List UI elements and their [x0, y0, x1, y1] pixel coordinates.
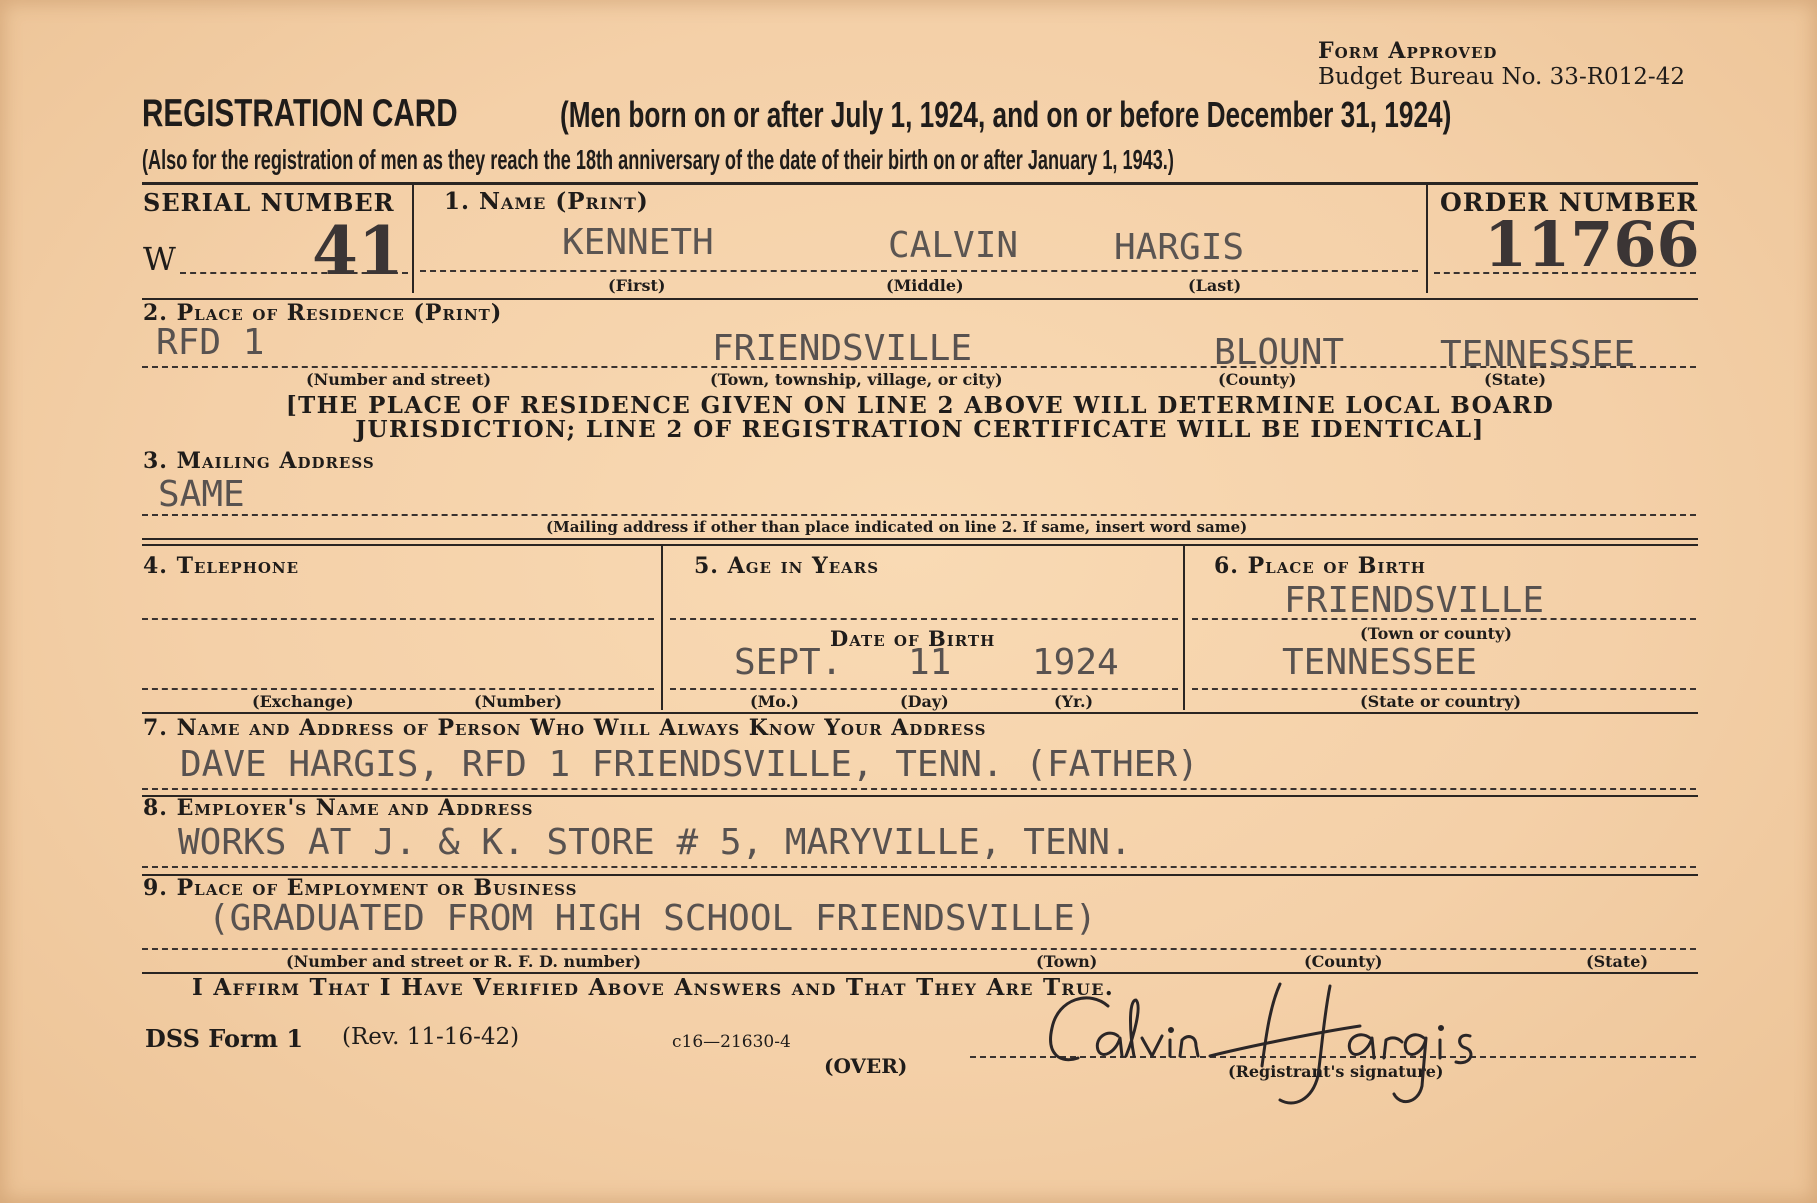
contact-value: DAVE HARGIS, RFD 1 FRIENDSVILLE, TENN. (FATHER)	[180, 744, 1199, 785]
birthplace-label: 6. Place of Birth	[1214, 553, 1426, 579]
top-rule	[142, 182, 1698, 185]
birthplace-town-line	[1192, 618, 1696, 620]
employer-line	[142, 866, 1696, 868]
form-revision: (Rev. 11-16-42)	[342, 1024, 520, 1050]
row3-rule-b	[142, 544, 1698, 546]
year-caption: (Yr.)	[1054, 692, 1094, 711]
employer-value: WORKS AT J. & K. STORE # 5, MARYVILLE, TENN.	[178, 822, 1132, 863]
residence-state: TENNESSEE	[1440, 334, 1636, 375]
residence-town: FRIENDSVILLE	[712, 328, 973, 369]
row6-rule	[142, 712, 1698, 714]
serial-number-label: SERIAL NUMBER	[143, 188, 395, 217]
middle-name: CALVIN	[888, 225, 1019, 266]
employer-label: 8. Employer's Name and Address	[143, 795, 534, 821]
middle-caption: (Middle)	[886, 276, 964, 295]
serial-number-value: 41	[312, 212, 404, 290]
residence-county: BLOUNT	[1214, 332, 1345, 373]
age-line	[670, 618, 1178, 620]
birth-day: 11	[908, 642, 952, 683]
last-name: HARGIS	[1114, 227, 1245, 268]
birthplace-state-line	[1192, 688, 1696, 690]
first-caption: (First)	[608, 276, 666, 295]
registrant-signature	[1030, 976, 1670, 1116]
name-label: 1. Name (Print)	[444, 188, 649, 215]
date-of-birth-label: Date of Birth	[830, 626, 996, 651]
employment-label: 9. Place of Employment or Business	[143, 875, 578, 901]
employment-county-caption: (County)	[1304, 952, 1383, 971]
order-number-value: 11766	[1484, 208, 1700, 281]
last-caption: (Last)	[1188, 276, 1242, 295]
residence-line	[142, 366, 1696, 368]
mailing-line	[142, 514, 1696, 516]
dss-form-id: DSS Form 1	[145, 1024, 304, 1053]
residence-street-caption: (Number and street)	[306, 370, 492, 389]
telephone-line-2	[142, 688, 654, 690]
residence-state-caption: (State)	[1484, 370, 1547, 389]
contact-line	[142, 788, 1696, 790]
day-caption: (Day)	[900, 692, 949, 711]
birthplace-town: FRIENDSVILLE	[1284, 580, 1545, 621]
birthplace-state: TENNESSEE	[1282, 642, 1478, 683]
residence-county-caption: (County)	[1218, 370, 1297, 389]
mailing-address-value: SAME	[158, 474, 245, 515]
contact-label: 7. Name and Address of Person Who Will Always Know Your Address	[143, 715, 987, 741]
card-title: REGISTRATION CARD	[142, 92, 458, 135]
employment-line	[142, 948, 1696, 950]
telephone-label: 4. Telephone	[143, 553, 300, 579]
card-subtitle: (Men born on or after July 1, 1924, and on or before December 31, 1924)	[560, 94, 1452, 135]
employment-street-caption: (Number and street or R. F. D. number)	[286, 952, 642, 971]
order-number-label: ORDER NUMBER	[1440, 188, 1699, 217]
form-approved-label: Form Approved	[1318, 38, 1498, 64]
telephone-line-1	[142, 618, 654, 620]
employment-state-caption: (State)	[1586, 952, 1649, 971]
mailing-address-label: 3. Mailing Address	[143, 448, 375, 474]
birthplace-divider	[1183, 546, 1185, 710]
birth-year: 1924	[1032, 642, 1119, 683]
mailing-caption: (Mailing address if other than place indicated on line 2. If same, insert word same)	[546, 518, 1248, 536]
age-divider	[661, 546, 663, 710]
affirmation-text: I Affirm That I Have Verified Above Answers and That They Are True.	[192, 974, 1115, 1001]
jurisdiction-note-line1: [THE PLACE OF RESIDENCE GIVEN ON LINE 2 ABOVE WILL DETERMINE LOCAL BOARD	[285, 392, 1555, 419]
signature-caption: (Registrant's signature)	[1228, 1062, 1444, 1081]
birthplace-town-caption: (Town or county)	[1360, 624, 1512, 643]
employment-value: (GRADUATED FROM HIGH SCHOOL FRIENDSVILLE)	[208, 898, 1097, 939]
residence-town-caption: (Town, township, village, or city)	[710, 370, 1003, 389]
dob-line	[670, 688, 1178, 690]
serial-divider	[412, 185, 414, 293]
row3-rule-a	[142, 538, 1698, 540]
employment-town-caption: (Town)	[1036, 952, 1098, 971]
number-caption: (Number)	[474, 692, 563, 711]
month-caption: (Mo.)	[750, 692, 799, 711]
order-line	[1434, 272, 1696, 274]
age-label: 5. Age in Years	[694, 553, 880, 579]
order-divider	[1426, 185, 1428, 293]
residence-label: 2. Place of Residence (Print)	[143, 300, 503, 326]
birthplace-state-caption: (State or country)	[1360, 692, 1522, 711]
print-code: c16—21630-4	[672, 1032, 791, 1052]
card-also-note: (Also for the registration of men as they reach the 18th anniversary of the date of their birth on or after January 1, 1943.)	[142, 144, 1174, 175]
name-line	[420, 270, 1418, 272]
birth-month: SEPT.	[734, 642, 843, 683]
exchange-caption: (Exchange)	[252, 692, 354, 711]
residence-street: RFD 1	[156, 322, 265, 363]
jurisdiction-note-line2: JURISDICTION; LINE 2 OF REGISTRATION CERTIFICATE WILL BE IDENTICAL]	[355, 416, 1485, 443]
budget-bureau-number: Budget Bureau No. 33-R012-42	[1318, 64, 1685, 90]
first-name: KENNETH	[562, 222, 714, 263]
serial-prefix: W	[143, 240, 176, 278]
over-label: (OVER)	[824, 1054, 908, 1078]
